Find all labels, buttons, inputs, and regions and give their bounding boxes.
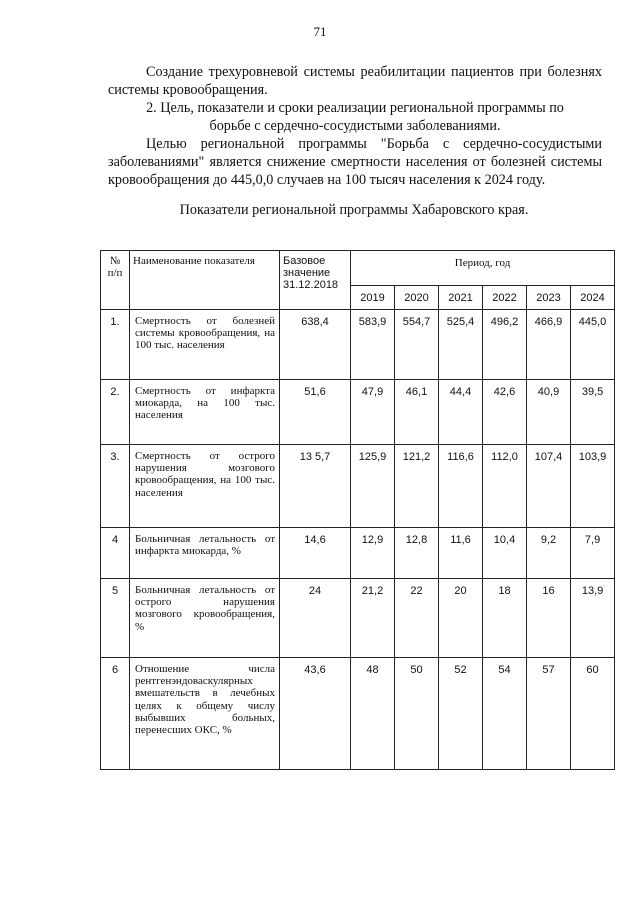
row-num: 2. xyxy=(101,380,130,445)
row-value-2021: 11,6 xyxy=(439,528,483,579)
row-value-2022: 10,4 xyxy=(483,528,527,579)
table-row xyxy=(101,445,615,528)
row-value-2023: 107,4 xyxy=(527,445,571,528)
row-value-2022: 54 xyxy=(483,658,527,770)
row-value-2024: 39,5 xyxy=(571,380,615,445)
row-num: 1. xyxy=(101,310,130,380)
paragraph-goal: Целью региональной программы "Борьба с сердечно-сосудистыми заболеваниями" является снижение смертности населения от болезней системы кровообращения до 445,0,0 случаев на 100 тысяч населения к 2024 году. xyxy=(108,136,602,188)
header-period: Период, год xyxy=(351,251,615,286)
body-text xyxy=(108,63,602,189)
row-base-value: 24 xyxy=(280,579,351,658)
row-value-2022: 42,6 xyxy=(483,380,527,445)
table-header-row xyxy=(101,251,615,286)
row-value-2022: 496,2 xyxy=(483,310,527,380)
section-heading-line2: борьбе с сердечно-сосудистыми заболеваниями. xyxy=(209,118,501,134)
row-indicator-name: Больничная летальность от инфаркта миокарда, % xyxy=(130,528,280,579)
row-value-2021: 525,4 xyxy=(439,310,483,380)
row-value-2024: 7,9 xyxy=(571,528,615,579)
row-value-2024: 445,0 xyxy=(571,310,615,380)
row-base-value: 43,6 xyxy=(280,658,351,770)
paragraph-rehab: Создание трехуровневой системы реабилитации пациентов при болезнях системы кровообращения. xyxy=(108,64,602,98)
header-year: 2019 xyxy=(351,286,395,310)
row-value-2024: 13,9 xyxy=(571,579,615,658)
row-base-value: 638,4 xyxy=(280,310,351,380)
row-value-2024: 60 xyxy=(571,658,615,770)
row-num: 5 xyxy=(101,579,130,658)
row-base-value: 51,6 xyxy=(280,380,351,445)
row-value-2021: 52 xyxy=(439,658,483,770)
row-value-2023: 466,9 xyxy=(527,310,571,380)
header-num: № п/п xyxy=(101,251,130,310)
row-value-2020: 46,1 xyxy=(395,380,439,445)
header-year: 2020 xyxy=(395,286,439,310)
table-row xyxy=(101,528,615,579)
table-row xyxy=(101,310,615,380)
page-number: 71 xyxy=(313,24,327,39)
row-value-2020: 12,8 xyxy=(395,528,439,579)
row-value-2020: 22 xyxy=(395,579,439,658)
row-base-value: 13 5,7 xyxy=(280,445,351,528)
row-value-2019: 125,9 xyxy=(351,445,395,528)
header-year: 2024 xyxy=(571,286,615,310)
table-row xyxy=(101,658,615,770)
row-value-2022: 18 xyxy=(483,579,527,658)
row-value-2021: 20 xyxy=(439,579,483,658)
header-year: 2022 xyxy=(483,286,527,310)
row-value-2024: 103,9 xyxy=(571,445,615,528)
row-value-2023: 16 xyxy=(527,579,571,658)
row-value-2019: 47,9 xyxy=(351,380,395,445)
row-value-2023: 57 xyxy=(527,658,571,770)
indicators-table xyxy=(100,250,615,770)
row-indicator-name: Смертность от острого нарушения мозгового кровообращения, на 100 тыс. населения xyxy=(130,445,280,528)
header-name: Наименование показателя xyxy=(130,251,280,310)
row-value-2023: 40,9 xyxy=(527,380,571,445)
row-value-2022: 112,0 xyxy=(483,445,527,528)
row-value-2021: 116,6 xyxy=(439,445,483,528)
row-value-2020: 50 xyxy=(395,658,439,770)
table-row xyxy=(101,579,615,658)
row-value-2021: 44,4 xyxy=(439,380,483,445)
row-base-value: 14,6 xyxy=(280,528,351,579)
row-num: 4 xyxy=(101,528,130,579)
row-indicator-name: Отношение числа рентгенэндоваскулярных вмешательств в лечебных целях к общему числу выбывших больных, перенесших ОКС, % xyxy=(130,658,280,770)
row-value-2023: 9,2 xyxy=(527,528,571,579)
row-num: 3. xyxy=(101,445,130,528)
row-value-2019: 21,2 xyxy=(351,579,395,658)
row-num: 6 xyxy=(101,658,130,770)
row-indicator-name: Больничная летальность от острого нарушения мозгового кровообращения, % xyxy=(130,579,280,658)
section-heading-line1: 2. Цель, показатели и сроки реализации региональной программы по xyxy=(146,100,564,116)
row-value-2019: 583,9 xyxy=(351,310,395,380)
header-year: 2021 xyxy=(439,286,483,310)
row-value-2020: 121,2 xyxy=(395,445,439,528)
row-indicator-name: Смертность от инфаркта миокарда, на 100 тыс. населения xyxy=(130,380,280,445)
table-caption: Показатели региональной программы Хабаровского края. xyxy=(179,202,529,218)
header-base: Базовое значение 31.12.2018 xyxy=(280,251,351,310)
table-row xyxy=(101,380,615,445)
row-value-2019: 12,9 xyxy=(351,528,395,579)
header-year: 2023 xyxy=(527,286,571,310)
row-value-2020: 554,7 xyxy=(395,310,439,380)
row-value-2019: 48 xyxy=(351,658,395,770)
row-indicator-name: Смертность от болезней системы кровообращения, на 100 тыс. населения xyxy=(130,310,280,380)
